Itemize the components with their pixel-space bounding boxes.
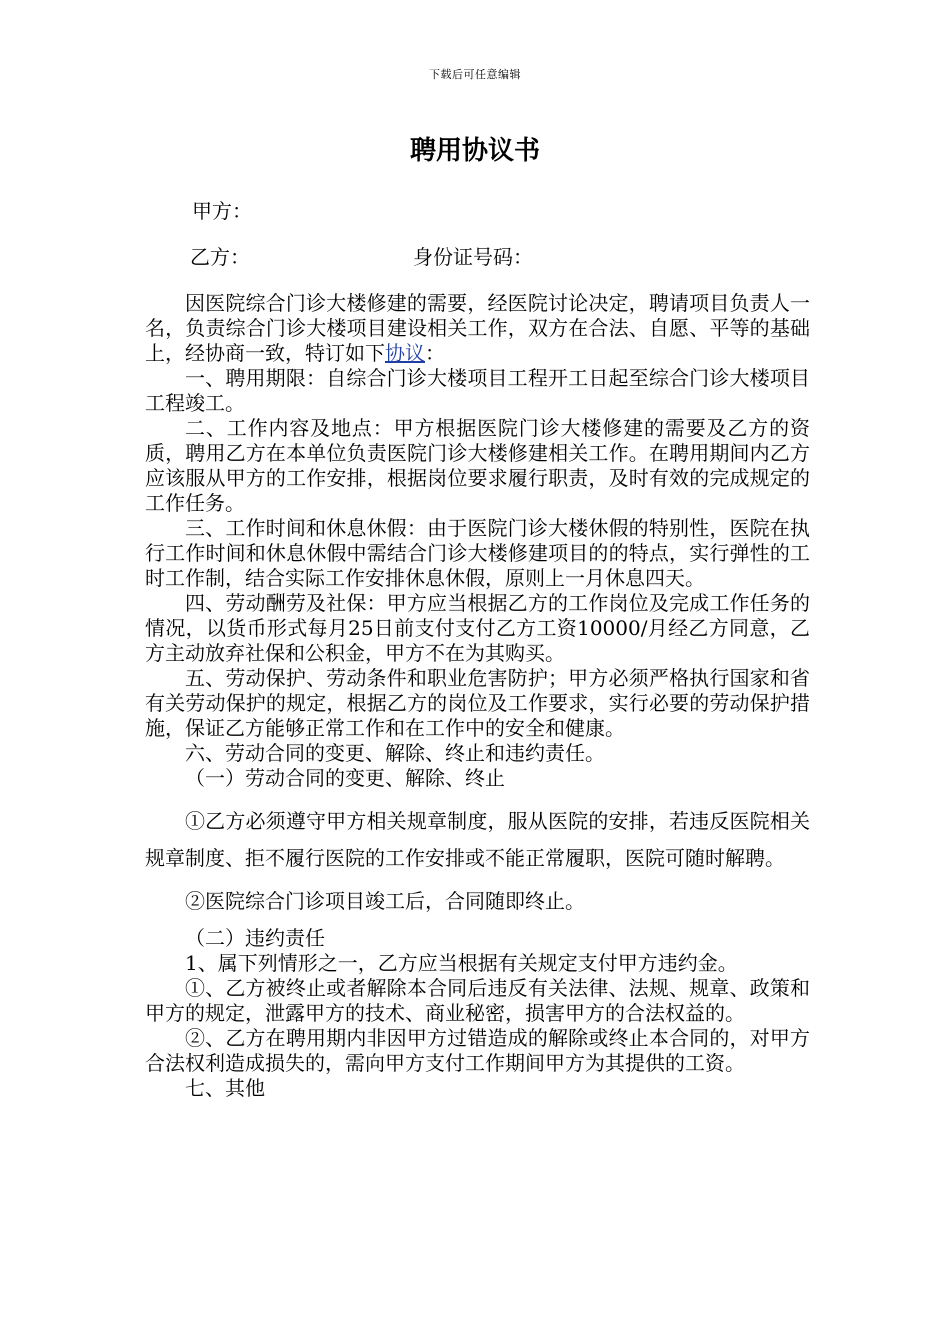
agreement-body [145,291,810,1101]
clause-labor-protection: 五、劳动保护、劳动条件和职业危害防护；甲方必须严格执行国家和省有关劳动保护的规定，根据乙方的岗位及工作要求，实行必要的劳动保护措施，保证乙方能够正常工作和在工作中的安全和健康。 [145,666,810,740]
clause-other: 七、其他 [185,1076,265,1100]
id-number-label: 身份证号码： [413,245,533,269]
agreement-link[interactable]: 协议 [385,341,425,365]
subclause-breach-liability: （二）违约责任 [185,926,325,950]
clause-contract-change: 六、劳动合同的变更、解除、终止和违约责任。 [185,741,605,765]
clause-work-content: 二、工作内容及地点：甲方根据医院门诊大楼修建的需要及乙方的资质，聘用乙方在本单位负责医院门诊大楼修建相关工作。在聘用期间内乙方应该服从甲方的工作安排，根据岗位要求履行职责，及时有效的完成规定的工作任务。 [145,416,810,515]
breach-item-1a: ①、乙方被终止或者解除本合同后违反有关法律、法规、规章、政策和甲方的规定，泄露甲方的技术、商业秘密，损害甲方的合法权益的。 [145,976,810,1025]
subclause-item-2: ②医院综合门诊项目竣工后，合同随即终止。 [185,889,585,913]
party-a-label: 甲方： [192,199,252,223]
intro-text: 因医院综合门诊大楼修建的需要，经医院讨论决定，聘请项目负责人一名，负责综合门诊大楼项目建设相关工作，双方在合法、自愿、平等的基础上，经协商一致，特订如下 [145,291,810,365]
intro-colon: ： [425,341,445,365]
intro-paragraph [145,291,810,366]
breach-item-1: 1、属下列情形之一，乙方应当根据有关规定支付甲方违约金。 [185,951,738,975]
subclause-item-1: ①乙方必须遵守甲方相关规章制度，服从医院的安排，若违反医院相关规章制度、拒不履行医院的工作安排或不能正常履职，医院可随时解聘。 [145,809,810,870]
clause-employment-term: 一、聘用期限：自综合门诊大楼项目工程开工日起至综合门诊大楼项目工程竣工。 [145,366,810,415]
subclause-change-termination: （一）劳动合同的变更、解除、终止 [185,766,505,790]
party-b-label: 乙方： [190,245,250,269]
clause-work-hours: 三、工作时间和休息休假：由于医院门诊大楼休假的特别性，医院在执行工作时间和休息休假中需结合门诊大楼修建项目的的特点，实行弹性的工时工作制，结合实际工作安排休息休假，原则上一月休息四天。 [145,516,810,590]
clause-remuneration: 四、劳动酬劳及社保：甲方应当根据乙方的工作岗位及完成工作任务的情况，以货币形式每月25日前支付支付乙方工资10000/月经乙方同意，乙方主动放弃社保和公积金，甲方不在为其购买。 [145,591,810,665]
header-note: 下载后可任意编辑 [429,68,521,81]
breach-item-1b: ②、乙方在聘用期内非因甲方过错造成的解除或终止本合同的，对甲方合法权利造成损失的，需向甲方支付工作期间甲方为其提供的工资。 [145,1026,810,1075]
document-title: 聘用协议书 [409,136,540,166]
